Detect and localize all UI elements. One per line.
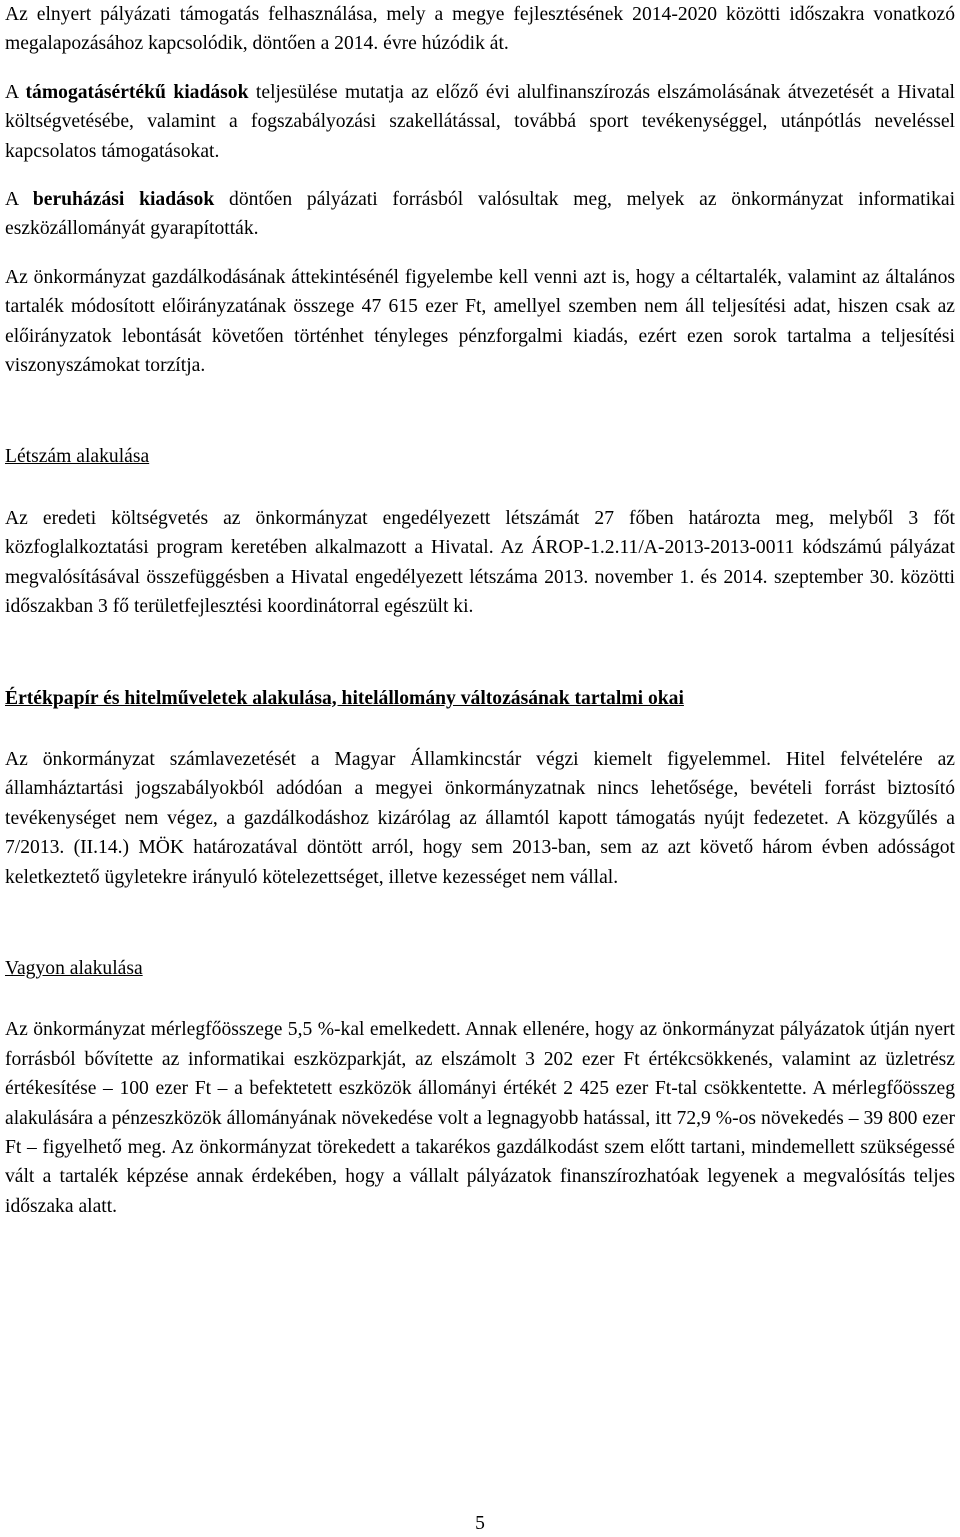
section-heading-vagyon: Vagyon alakulása	[5, 957, 143, 979]
text-run: teljesülése mutatja az előző évi alulfinanszírozás elszámolásának átvezetését a Hivatal költségvetésébe, valamint a fogszabályozási szakellátással, továbbá sport tevékenységgel, utánpótlás neveléssel kapcsolatos támogatásokat.	[5, 81, 955, 162]
paragraph-tamogatasertekű-kiadasok	[5, 78, 955, 166]
text-run: döntően pályázati forrásból valósultak meg, melyek az önkormányzat informatikai eszközállományát gyarapították.	[5, 189, 956, 240]
spacer	[5, 892, 955, 954]
text-run: A	[5, 189, 33, 211]
section-heading-ertekpapir: Értékpapír és hitelműveletek alakulása, hitelállomány változásának tartalmi okai	[5, 687, 684, 709]
bold-term: beruházási kiadások	[32, 189, 215, 211]
spacer	[5, 622, 955, 684]
spacer	[5, 713, 955, 745]
text-run: A	[5, 81, 26, 103]
page-number: 5	[475, 1513, 485, 1534]
spacer	[5, 59, 955, 78]
section-heading-letszam: Létszám alakulása	[5, 446, 150, 468]
paragraph-palyazati-tamogatas: Az elnyert pályázati támogatás felhasználása, mely a megye fejlesztésének 2014-2020 közötti időszakra vonatkozó megalapozásához kapcsolódik, döntően a 2014. évre húzódik át.	[5, 4, 955, 55]
spacer	[5, 380, 955, 442]
paragraph-vagyon: Az önkormányzat mérlegfőösszege 5,5 %-kal emelkedett. Annak ellenére, hogy az önkormányzat pályázatok útján nyert forrásból bővítette az informatikai eszközparkját, az elszámolt 3 202 ezer Ft értékcsökkenés, valamint az üzletrész értékesítése – 100 ezer Ft – a befektetett eszközök állományi értékét 2 425 ezer Ft-tal csökkentette. A mérlegfőösszeg alakulására a pénzeszközök állományának növekedése volt a legnagyobb hatással, itt 72,9 %-os növekedés – 39 800 ezer Ft – figyelhető meg. Az önkormányzat törekedett a takarékos gazdálkodást szem előtt tartani, mindemellett szükségessé vált a tartalék képzése annak érdekében, hogy a vállalt pályázatok finanszírozhatóak legyenek a megvalósítás teljes időszaka alatt.	[5, 1019, 955, 1217]
spacer	[5, 166, 955, 185]
document-page	[5, 0, 955, 1221]
paragraph-beruhazasi-kiadasok	[5, 185, 955, 244]
spacer	[5, 244, 955, 263]
paragraph-gazdalkodas-attekintes: Az önkormányzat gazdálkodásának áttekintésénél figyelembe kell venni azt is, hogy a céltartalék, valamint az általános tartalék módosított előirányzatának összege 47 615 ezer Ft, amellyel szemben nem áll teljesítési adat, hiszen csak az előirányzatok lebontását követően történhet tényleges pénzforgalmi kiadás, ezért ezen sorok tartalma a teljesítési viszonyszámokat torzítja.	[5, 266, 955, 377]
bold-term: támogatásértékű kiadások	[25, 81, 249, 103]
spacer	[5, 472, 955, 504]
paragraph-ertekpapir: Az önkormányzat számlavezetését a Magyar Államkincstár végzi kiemelt figyelemmel. Hitel felvételére az államháztartási jogszabályokból adódóan a megyei önkormányzatnak nincs lehetősége, bevételi forrást biztosító tevékenységet nem végez, a gazdálkodáshoz kizárólag az államtól kapott támogatás nyújt fedezetet. A közgyűlés a 7/2013. (II.14.) MÖK határozatával döntött arról, hogy sem 2013-ban, sem az azt követő három évben adósságot keletkeztető ügyletekre irányuló kötelezettséget, illetve kezességet nem vállal.	[5, 748, 955, 888]
paragraph-letszam: Az eredeti költségvetés az önkormányzat engedélyezett létszámát 27 főben határozta meg, melyből 3 főt közfoglalkoztatási program keretében alkalmazott a Hivatal. Az ÁROP-1.2.11/A-2013-2013-0011 kódszámú pályázat megvalósításával összefüggésben a Hivatal engedélyezett létszáma 2013. november 1. és 2014. szeptember 30. közötti időszakban 3 fő területfejlesztési koordinátorral egészült ki.	[5, 507, 955, 618]
spacer	[5, 983, 955, 1015]
